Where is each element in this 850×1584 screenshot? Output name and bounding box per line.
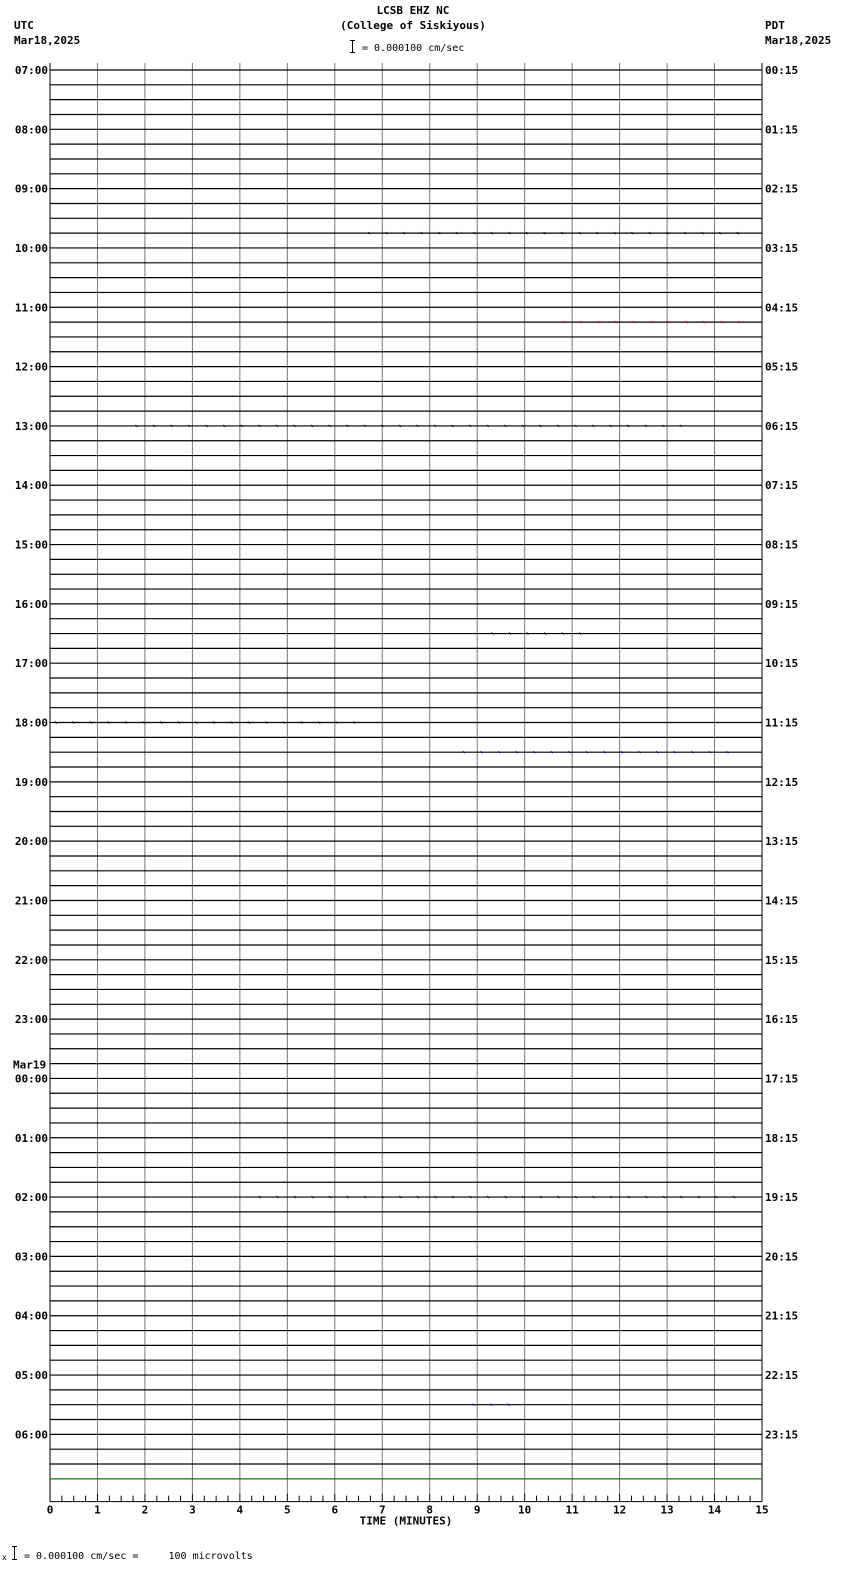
signal-blip xyxy=(353,722,355,724)
signal-blip xyxy=(276,425,278,427)
signal-blip xyxy=(579,633,581,635)
signal-blip xyxy=(125,722,127,724)
header-scale-text: = 0.000100 cm/sec xyxy=(362,43,465,54)
signal-blip xyxy=(509,633,511,635)
left-hour-label: 18:00 xyxy=(14,716,48,730)
left-date: Mar18,2025 xyxy=(14,34,81,47)
signal-blip xyxy=(527,633,529,635)
signal-blip xyxy=(241,425,243,427)
signal-blip xyxy=(258,425,260,427)
left-hour-label: 00:00 xyxy=(14,1072,48,1086)
signal-blip xyxy=(627,425,629,427)
signal-blip xyxy=(593,1196,595,1198)
signal-blip xyxy=(143,722,145,724)
right-hour-label: 10:15 xyxy=(765,657,799,671)
right-hour-label: 00:15 xyxy=(765,64,799,77)
x-tick-label: 14 xyxy=(707,1503,722,1517)
right-date: Mar18,2025 xyxy=(765,34,832,47)
signal-blip xyxy=(276,1196,278,1198)
signal-blip xyxy=(645,425,647,427)
signal-blip xyxy=(544,633,546,635)
signal-blip xyxy=(691,751,693,753)
signal-blip xyxy=(195,722,197,724)
signal-blip xyxy=(283,722,285,724)
signal-blip xyxy=(563,321,565,323)
signal-blip xyxy=(633,321,635,323)
signal-blip xyxy=(674,751,676,753)
signal-blip xyxy=(463,751,465,753)
signal-blip xyxy=(399,1196,401,1198)
x-tick-label: 1 xyxy=(94,1503,101,1517)
signal-blip xyxy=(438,232,440,234)
signal-blip xyxy=(469,425,471,427)
signal-blip xyxy=(709,751,711,753)
signal-blip xyxy=(188,425,190,427)
signal-blip xyxy=(596,232,598,234)
left-hour-label: 11:00 xyxy=(14,301,48,315)
left-hour-label: 01:00 xyxy=(14,1131,48,1145)
signal-blip xyxy=(399,425,401,427)
right-hour-label: 21:15 xyxy=(765,1309,799,1323)
signal-blip xyxy=(336,722,338,724)
right-hour-label: 14:15 xyxy=(765,894,799,908)
signal-blip xyxy=(721,321,723,323)
right-hour-label: 08:15 xyxy=(765,538,799,552)
signal-blip xyxy=(650,321,652,323)
signal-blip xyxy=(498,751,500,753)
right-hour-label: 07:15 xyxy=(765,479,799,493)
signal-blip xyxy=(703,321,705,323)
signal-blip xyxy=(329,1196,331,1198)
signal-blip xyxy=(259,1196,261,1198)
signal-blip xyxy=(206,425,208,427)
left-hour-label: 15:00 xyxy=(14,538,48,552)
signal-blip xyxy=(368,232,370,234)
x-tick-label: 12 xyxy=(612,1503,627,1517)
signal-blip xyxy=(487,1196,489,1198)
signal-blip xyxy=(72,722,74,724)
signal-blip xyxy=(505,1196,507,1198)
signal-blip xyxy=(472,1404,474,1406)
signal-blip xyxy=(522,1196,524,1198)
signal-blip xyxy=(294,1196,296,1198)
left-hour-label: 12:00 xyxy=(14,360,48,374)
signal-blip xyxy=(645,1196,647,1198)
signal-blip xyxy=(135,425,137,427)
signal-blip xyxy=(178,722,180,724)
signal-blip xyxy=(686,321,688,323)
signal-blip xyxy=(516,751,518,753)
right-hour-label: 01:15 xyxy=(765,123,799,137)
signal-blip xyxy=(522,425,524,427)
signal-blip xyxy=(737,232,739,234)
signal-blip xyxy=(668,321,670,323)
signal-blip xyxy=(171,425,173,427)
signal-blip xyxy=(586,751,588,753)
x-tick-label: 15 xyxy=(755,1503,769,1517)
signal-blip xyxy=(539,425,541,427)
signal-blip xyxy=(421,232,423,234)
signal-blip xyxy=(452,425,454,427)
signal-blip xyxy=(575,1196,577,1198)
signal-blip xyxy=(473,232,475,234)
right-hour-label: 06:15 xyxy=(765,419,799,433)
signal-blip xyxy=(628,1196,630,1198)
left-hour-label: 17:00 xyxy=(14,657,48,671)
signal-blip xyxy=(213,722,215,724)
signal-blip xyxy=(719,232,721,234)
signal-blip xyxy=(491,232,493,234)
signal-blip xyxy=(639,751,641,753)
signal-blip xyxy=(738,321,740,323)
signal-blip xyxy=(733,1196,735,1198)
signal-blip xyxy=(544,232,546,234)
signal-blip xyxy=(481,751,483,753)
right-hour-label: 22:15 xyxy=(765,1369,799,1383)
signal-blip xyxy=(610,425,612,427)
left-hour-label: 06:00 xyxy=(14,1428,48,1442)
left-hour-label: 08:00 xyxy=(14,123,48,137)
left-hour-label: 14:00 xyxy=(14,479,48,493)
x-tick-label: 0 xyxy=(46,1503,54,1517)
signal-blip xyxy=(386,232,388,234)
signal-blip xyxy=(318,722,320,724)
signal-blip xyxy=(551,751,553,753)
signal-blip xyxy=(347,1196,349,1198)
signal-blip xyxy=(649,232,651,234)
x-tick-label: 3 xyxy=(189,1503,196,1517)
right-hour-label: 11:15 xyxy=(765,716,799,730)
signal-blip xyxy=(55,722,57,724)
signal-blip xyxy=(680,425,682,427)
signal-blip xyxy=(153,425,155,427)
signal-blip xyxy=(416,425,418,427)
left-hour-label: 13:00 xyxy=(14,419,48,433)
signal-blip xyxy=(603,751,605,753)
signal-blip xyxy=(662,425,664,427)
signal-blip xyxy=(684,232,686,234)
signal-blip xyxy=(680,1196,682,1198)
signal-blip xyxy=(533,751,535,753)
signal-blip xyxy=(580,321,582,323)
signal-blip xyxy=(508,1404,510,1406)
left-hour-label: 09:00 xyxy=(14,182,48,196)
signal-blip xyxy=(490,1404,492,1406)
footer-scale-text: = 0.000100 cm/sec = 100 microvolts xyxy=(24,1551,253,1562)
left-hour-label: 10:00 xyxy=(14,241,48,255)
signal-blip xyxy=(381,425,383,427)
x-axis-title: TIME (MINUTES) xyxy=(359,1514,453,1528)
signal-blip xyxy=(715,1196,717,1198)
left-timezone: UTC xyxy=(14,19,34,32)
signal-blip xyxy=(598,321,600,323)
signal-blip xyxy=(248,722,250,724)
x-tick-label: 10 xyxy=(518,1503,532,1517)
signal-blip xyxy=(364,1196,366,1198)
right-hour-label: 20:15 xyxy=(765,1250,799,1264)
right-hour-label: 15:15 xyxy=(765,953,799,967)
signal-blip xyxy=(329,425,331,427)
signal-blip xyxy=(561,232,563,234)
x-tick-label: 6 xyxy=(331,1503,339,1517)
right-hour-label: 02:15 xyxy=(765,182,799,196)
signal-blip xyxy=(434,425,436,427)
right-hour-label: 12:15 xyxy=(765,775,799,789)
left-hour-label: 21:00 xyxy=(14,894,48,908)
right-hour-label: 18:15 xyxy=(765,1131,799,1145)
x-tick-label: 9 xyxy=(473,1503,481,1517)
signal-blip xyxy=(568,751,570,753)
signal-blip xyxy=(663,1196,665,1198)
signal-blip xyxy=(698,1196,700,1198)
signal-blip xyxy=(301,722,303,724)
signal-blip xyxy=(452,1196,454,1198)
signal-blip xyxy=(702,232,704,234)
left-hour-label: 05:00 xyxy=(14,1369,48,1383)
left-hour-label: 16:00 xyxy=(14,597,48,611)
signal-blip xyxy=(417,1196,419,1198)
signal-blip xyxy=(526,232,528,234)
x-tick-label: 7 xyxy=(378,1503,386,1517)
signal-blip xyxy=(230,722,232,724)
signal-blip xyxy=(470,1196,472,1198)
left-hour-label: 23:00 xyxy=(14,1013,48,1027)
x-tick-label: 2 xyxy=(141,1503,149,1517)
signal-blip xyxy=(364,425,366,427)
signal-blip xyxy=(656,751,658,753)
signal-blip xyxy=(614,232,616,234)
signal-blip xyxy=(311,425,313,427)
left-hour-label: 07:00 xyxy=(14,64,48,77)
right-hour-label: 23:15 xyxy=(765,1428,799,1442)
signal-blip xyxy=(509,232,511,234)
x-tick-label: 8 xyxy=(426,1503,434,1517)
date-change-label: Mar19 xyxy=(13,1058,47,1072)
right-timezone: PDT xyxy=(765,19,785,32)
signal-blip xyxy=(434,1196,436,1198)
x-tick-label: 5 xyxy=(284,1503,291,1517)
left-hour-label: 03:00 xyxy=(14,1250,48,1264)
header-site: (College of Siskiyous) xyxy=(340,19,486,32)
left-hour-label: 19:00 xyxy=(14,775,48,789)
signal-blip xyxy=(403,232,405,234)
signal-blip xyxy=(90,722,92,724)
signal-blip xyxy=(312,1196,314,1198)
signal-blip xyxy=(615,321,617,323)
signal-blip xyxy=(557,1196,559,1198)
signal-blip xyxy=(579,232,581,234)
header-station: LCSB EHZ NC xyxy=(376,4,450,17)
signal-blip xyxy=(592,425,594,427)
signal-blip xyxy=(223,425,225,427)
signal-blip xyxy=(107,722,109,724)
x-tick-label: 4 xyxy=(236,1503,244,1517)
right-hour-label: 09:15 xyxy=(765,597,799,611)
right-hour-label: 16:15 xyxy=(765,1013,799,1027)
x-tick-label: 13 xyxy=(660,1503,674,1517)
signal-blip xyxy=(610,1196,612,1198)
footer-scale-bar xyxy=(14,1546,15,1560)
footer-scale-mark: x xyxy=(2,1553,7,1562)
signal-blip xyxy=(160,722,162,724)
signal-blip xyxy=(726,751,728,753)
signal-blip xyxy=(294,425,296,427)
right-hour-label: 13:15 xyxy=(765,835,799,849)
right-hour-label: 19:15 xyxy=(765,1191,799,1205)
left-hour-label: 02:00 xyxy=(14,1191,48,1205)
left-hour-label: 20:00 xyxy=(14,835,48,849)
right-hour-label: 04:15 xyxy=(765,301,799,315)
signal-blip xyxy=(621,751,623,753)
right-hour-label: 03:15 xyxy=(765,241,799,255)
signal-blip xyxy=(346,425,348,427)
right-hour-label: 05:15 xyxy=(765,360,799,374)
x-tick-label: 11 xyxy=(565,1503,579,1517)
signal-blip xyxy=(631,232,633,234)
signal-blip xyxy=(575,425,577,427)
signal-blip xyxy=(487,425,489,427)
right-hour-label: 17:15 xyxy=(765,1072,799,1086)
left-hour-label: 04:00 xyxy=(14,1309,48,1323)
left-hour-label: 22:00 xyxy=(14,953,48,967)
signal-blip xyxy=(557,425,559,427)
signal-blip xyxy=(562,633,564,635)
signal-blip xyxy=(456,232,458,234)
signal-blip xyxy=(540,1196,542,1198)
signal-blip xyxy=(491,633,493,635)
signal-blip xyxy=(265,722,267,724)
signal-blip xyxy=(504,425,506,427)
